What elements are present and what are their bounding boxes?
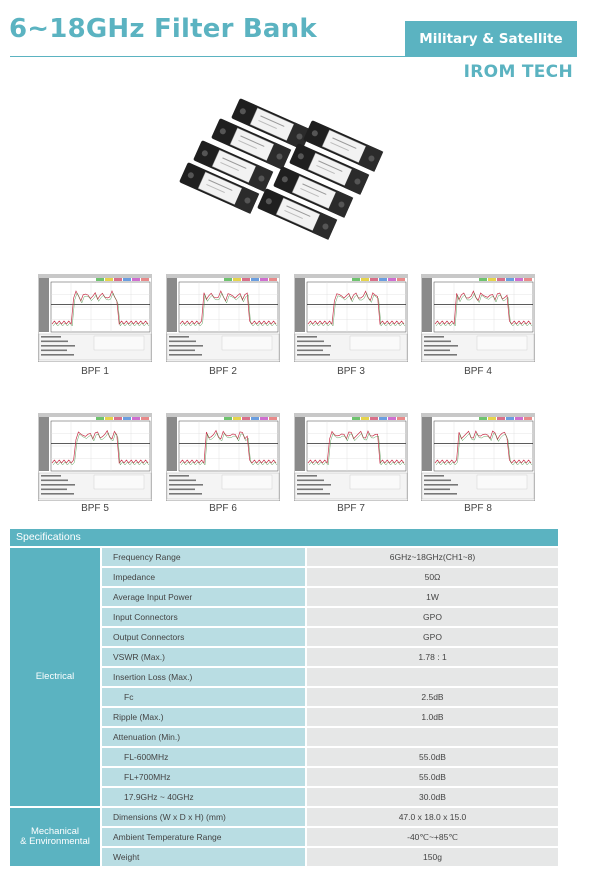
response-graph-thumbnail [294,413,408,501]
spec-label: Frequency Range [102,548,305,566]
spec-label: Insertion Loss (Max.) [102,668,305,686]
spec-row [102,728,558,746]
response-graph-thumbnail [38,274,152,362]
spec-row [102,828,558,846]
spec-label: 17.9GHz ~ 40GHz [102,788,305,806]
spec-value: 1.78 : 1 [307,648,558,666]
spec-label: Input Connectors [102,608,305,626]
spec-row [102,748,558,766]
specifications-body [10,548,558,868]
spec-value: GPO [307,628,558,646]
graph-caption: BPF 3 [337,366,365,377]
spec-label: Attenuation (Min.) [102,728,305,746]
graph-caption: BPF 6 [209,503,237,514]
spec-value: 1W [307,588,558,606]
spec-group-label: Electrical [10,548,100,806]
spec-label: Ambient Temperature Range [102,828,305,846]
spec-label: Output Connectors [102,628,305,646]
category-tag: Military & Satellite [405,21,577,57]
graph-caption: BPF 7 [337,503,365,514]
specifications-table [10,529,558,868]
spec-label: Dimensions (W x D x H) (mm) [102,808,305,826]
spec-value: 55.0dB [307,748,558,766]
spec-row [102,648,558,666]
spec-row [102,628,558,646]
spec-label: FL+700MHz [102,768,305,786]
response-graph-thumbnail [294,274,408,362]
spec-label: FL-600MHz [102,748,305,766]
spec-row [102,788,558,806]
spec-value: 6GHz~18GHz(CH1~8) [307,548,558,566]
spec-value: 30.0dB [307,788,558,806]
spec-value: 55.0dB [307,768,558,786]
spec-value: 150g [307,848,558,866]
graph-caption: BPF 2 [209,366,237,377]
spec-value: 2.5dB [307,688,558,706]
spec-row [102,848,558,866]
spec-value: 50Ω [307,568,558,586]
spec-row [102,688,558,706]
spec-row [102,568,558,586]
spec-rows [102,548,558,868]
response-graph-thumbnail [421,274,535,362]
spec-label: Average Input Power [102,588,305,606]
brand-name: IROM TECH [463,62,573,82]
specifications-header: Specifications [10,529,558,546]
spec-row [102,708,558,726]
spec-value [307,668,558,686]
spec-label: Ripple (Max.) [102,708,305,726]
header-divider [10,56,577,57]
spec-value: -40℃~+85℃ [307,828,558,846]
spec-label: Weight [102,848,305,866]
spec-label: Impedance [102,568,305,586]
spec-row [102,668,558,686]
graph-caption: BPF 4 [464,366,492,377]
spec-row [102,588,558,606]
spec-value: 1.0dB [307,708,558,726]
response-graph-thumbnail [421,413,535,501]
spec-group-label: Mechanical & Environmental [10,808,100,866]
spec-row [102,608,558,626]
spec-group-column [10,548,100,868]
product-photo [170,88,410,248]
response-graph-thumbnail [166,413,280,501]
spec-row [102,548,558,566]
graph-caption: BPF 5 [81,503,109,514]
graph-caption: BPF 8 [464,503,492,514]
spec-row [102,768,558,786]
spec-value: 47.0 x 18.0 x 15.0 [307,808,558,826]
spec-label: Fc [102,688,305,706]
spec-row [102,808,558,826]
page-title: 6~18GHz Filter Bank [9,14,317,44]
graph-caption: BPF 1 [81,366,109,377]
spec-value: GPO [307,608,558,626]
spec-value [307,728,558,746]
spec-label: VSWR (Max.) [102,648,305,666]
response-graph-thumbnail [166,274,280,362]
response-graph-thumbnail [38,413,152,501]
